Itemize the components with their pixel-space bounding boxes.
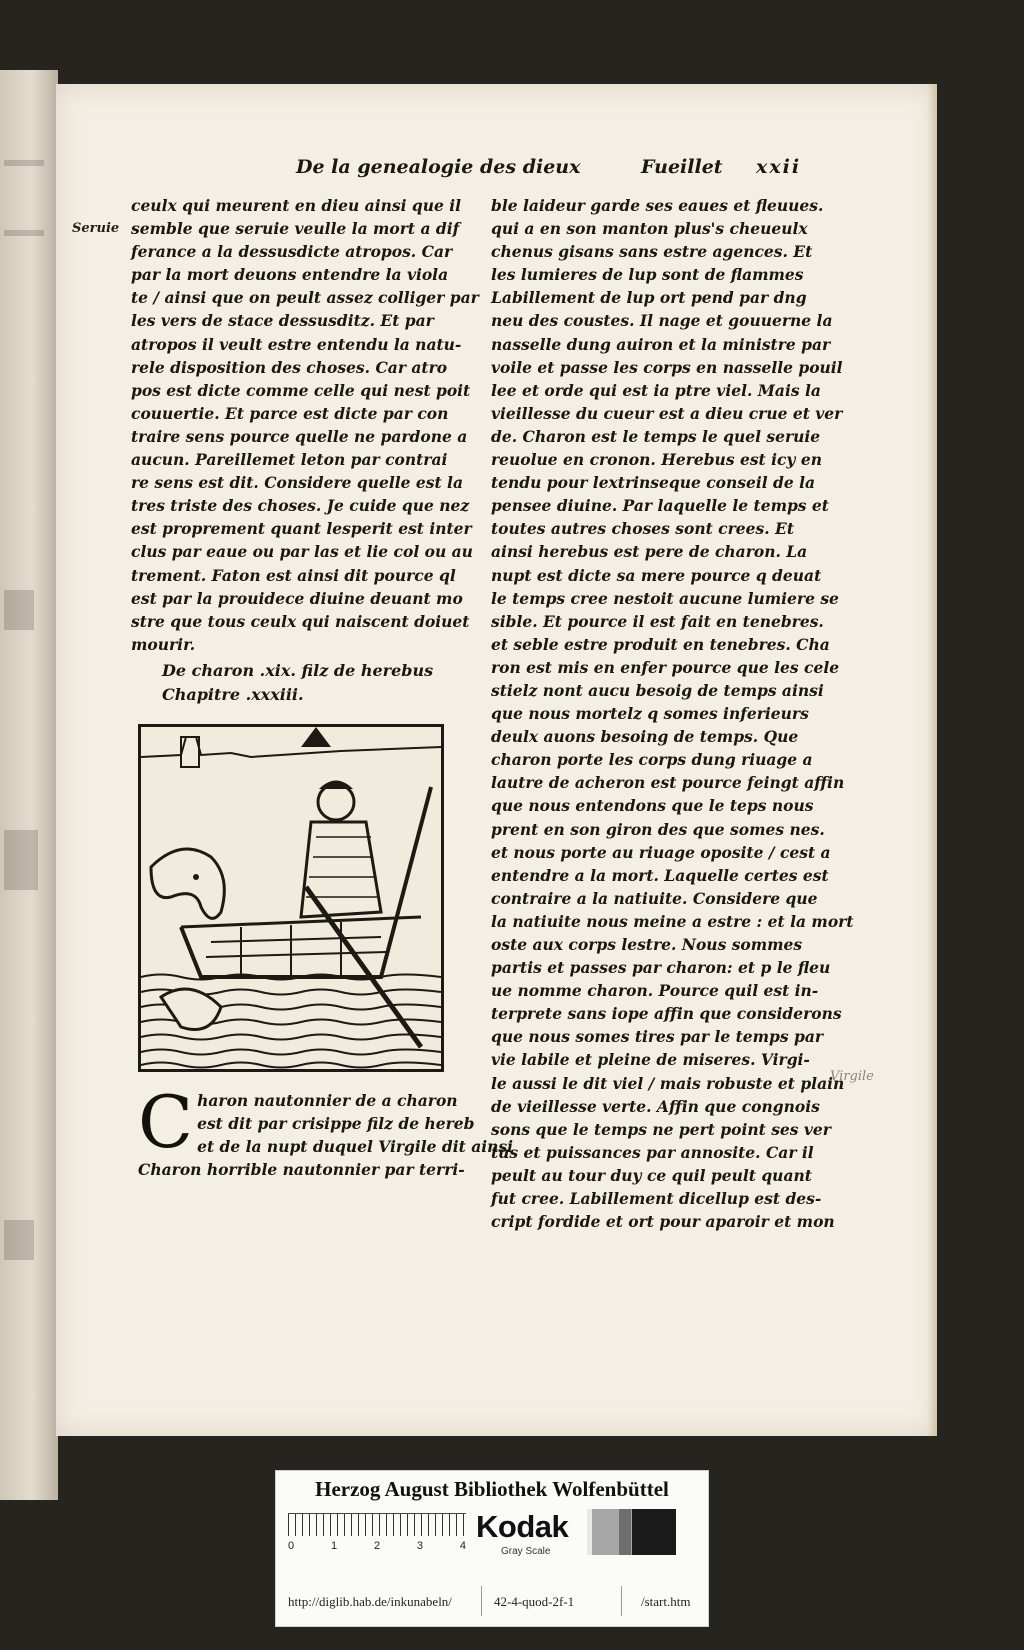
text-line: ferance a la dessusdicte atropos. Car [131,242,453,262]
text-line: chenus gisans sans estre agences. Et [491,242,813,262]
ruler-numbers [288,1540,466,1552]
book-page [56,84,937,1436]
text-line: charon porte les corps dung riuage a [491,750,813,770]
chapter-title: De charon .xix. filz de herebus [162,661,434,680]
text-line: reuolue en cronon. Herebus est icy en [491,450,822,470]
text-line: entendre a la mort. Laquelle certes est [491,865,829,885]
text-line: ceulx qui meurent en dieu ainsi que il [131,196,462,215]
text-line: est par la prouidece diuine deuant mo [131,588,463,608]
text-line: terprete sans iope affin que considerons [491,1004,842,1024]
text-line: clus par eaue ou par las et lie col ou au [131,542,473,562]
running-head-title: De la genealogie des dieux [296,156,581,178]
running-head-leaf: Fueillet [641,156,723,178]
text-line: vieillesse du cueur est a dieu crue et ver [491,403,843,423]
right-column [491,194,854,1233]
margin-note-right: Virgile [830,1069,874,1084]
ruler-number: 1 [330,1540,338,1552]
woodcut-illustration [138,724,444,1072]
scale-ruler [288,1513,466,1560]
gray-scale-label: Gray Scale [501,1546,551,1557]
text-line: lautre de acheron est pource feingt affin [491,773,845,793]
text-line: par la mort deuons entendre la viola [131,265,449,285]
text-line: stre que tous ceulx qui naiscent doiuet [131,611,470,631]
text-line: le aussi le dit viel / mais robuste et plain [491,1073,845,1093]
ruler-number: 2 [373,1540,381,1552]
folio-number: xxii [756,156,802,178]
shelfmark: 42-4-quod-2f-1 [494,1594,575,1609]
text-line: qui a en son manton plus's cheueulx [491,219,808,239]
text-line: te / ainsi que on peult assez colliger par [131,288,479,308]
text-line: tendu pour lextrinseque conseil de la [491,473,816,493]
text-line: les lumieres de lup sont de flammes [491,265,804,285]
library-target-card [275,1470,709,1627]
text-line: aucun. Pareillemet leton par contrai [131,450,448,470]
ghost-text [4,1220,34,1260]
left-column [131,194,511,656]
ghost-text [4,160,44,166]
text-line: ble laideur garde ses eaues et fleuues. [491,196,824,215]
text-line: que nous entendons que le teps nous [491,796,814,816]
library-name: Herzog August Bibliothek Wolfenbüttel [315,1477,669,1501]
ghost-text [4,590,34,630]
digital-library-url: http://diglib.hab.de/inkunabeln/ [288,1594,452,1609]
charon-boat-woodcut [141,727,441,1069]
running-head [296,156,817,184]
text-line: le temps cree nestoit aucune lumiere se [491,588,839,608]
text-line: Charon horrible nautonnier par terri- [138,1160,465,1179]
text-line: Labillement de lup ort pend par dng [491,288,807,308]
ruler-number: 4 [459,1540,466,1552]
ruler-number: 0 [288,1540,295,1552]
ghost-text [4,230,44,236]
text-line: nupt est dicte sa mere pource q deuat [491,565,822,585]
text-line: et seble estre produit en tenebres. Cha [491,634,830,654]
text-line: prent en son giron des que somes nes. [491,819,825,839]
text-line: ainsi herebus est pere de charon. La [491,542,808,562]
text-line: peult au tour duy ce quil peult quant [491,1165,812,1185]
text-line: voile et passe les corps en nasselle pouil [491,357,843,377]
text-line: sons que le temps ne pert point ses ver [491,1119,831,1139]
text-line: couuertie. Et parce est dicte par con [131,403,449,423]
text-line: stielz nont aucu besoig de temps ainsi [491,680,824,700]
text-line: traire sens pource quelle ne pardone a [131,426,468,446]
drop-cap: C [138,1080,194,1164]
text-line: partis et passes par charon: et p le fleu [491,958,831,978]
ruler-number: 3 [416,1540,424,1552]
text-line: que nous mortelz q somes inferieurs [491,704,809,724]
chapter-heading [162,659,492,707]
text-line: et de la nupt duquel Virgile dit ainsi [197,1137,514,1156]
facing-page-edge [0,70,58,1500]
text-line: deulx auons besoing de temps. Que [491,727,799,747]
kodak-logo: Kodak [476,1509,569,1544]
text-line: tres triste des choses. Je cuide que nez [131,496,470,516]
divider [621,1586,622,1616]
text-line: rele disposition des choses. Car atro [131,357,448,377]
text-line: toutes autres choses sont crees. Et [491,519,794,539]
chapter-body-start [138,1080,514,1181]
text-line: est dit par crisippe filz de hereb [197,1114,475,1133]
text-line: semble que seruie veulle la mort a dif [131,219,460,239]
ghost-text [4,830,38,890]
text-line: et nous porte au riuage oposite / cest a [491,842,831,862]
text-line: pensee diuine. Par laquelle le temps et [491,496,829,516]
text-line: re sens est dit. Considere quelle est la [131,473,463,493]
text-line: haron nautonnier de a charon [197,1091,458,1110]
divider [481,1586,482,1616]
text-line: de. Charon est le temps le quel seruie [491,426,821,446]
text-line: trement. Faton est ainsi dit pource ql [131,565,456,585]
gray-swatch [619,1509,631,1555]
margin-note-left: Seruie [72,221,120,236]
text-line: ue nomme charon. Pource quil est in- [491,981,819,1001]
text-line: que nous somes tires par le temps par [491,1027,824,1047]
text-line: de vieillesse verte. Affin que congnois [491,1096,820,1116]
text-line: mourir. [131,634,196,654]
gray-swatch [632,1509,676,1555]
text-line: nasselle dung auiron et la ministre par [491,334,831,354]
text-line: cript fordide et ort pour aparoir et mon [491,1212,835,1232]
text-line: est proprement quant lesperit est inter [131,519,472,539]
text-line: oste aux corps lestre. Nous sommes [491,935,803,954]
text-line: atropos il veult estre entendu la natu- [131,334,462,354]
ruler-ticks [288,1514,466,1536]
text-line: sible. Et pource il est fait en tenebres. [491,611,824,631]
text-line: lee et orde qui est ia ptre viel. Mais la [491,380,821,400]
text-line: pos est dicte comme celle qui nest poit [131,380,471,400]
text-line: contraire a la natiuite. Considere que [491,888,818,908]
text-line: ron est mis en enfer pource que les cele [491,657,840,677]
text-line: la natiuite nous meine a estre : et la mort [491,911,854,931]
chapter-number: Chapitre .xxxiii. [162,685,304,704]
text-line: fut cree. Labillement dicellup est des- [491,1189,822,1209]
text-line: tus et puissances par annosite. Car il [491,1142,814,1162]
start-page: /start.htm [641,1594,691,1609]
text-line: vie labile et pleine de miseres. Virgi- [491,1050,810,1070]
text-line: neu des coustes. Il nage et gouuerne la [491,311,833,331]
text-line: les vers de stace dessusditz. Et par [131,311,434,331]
